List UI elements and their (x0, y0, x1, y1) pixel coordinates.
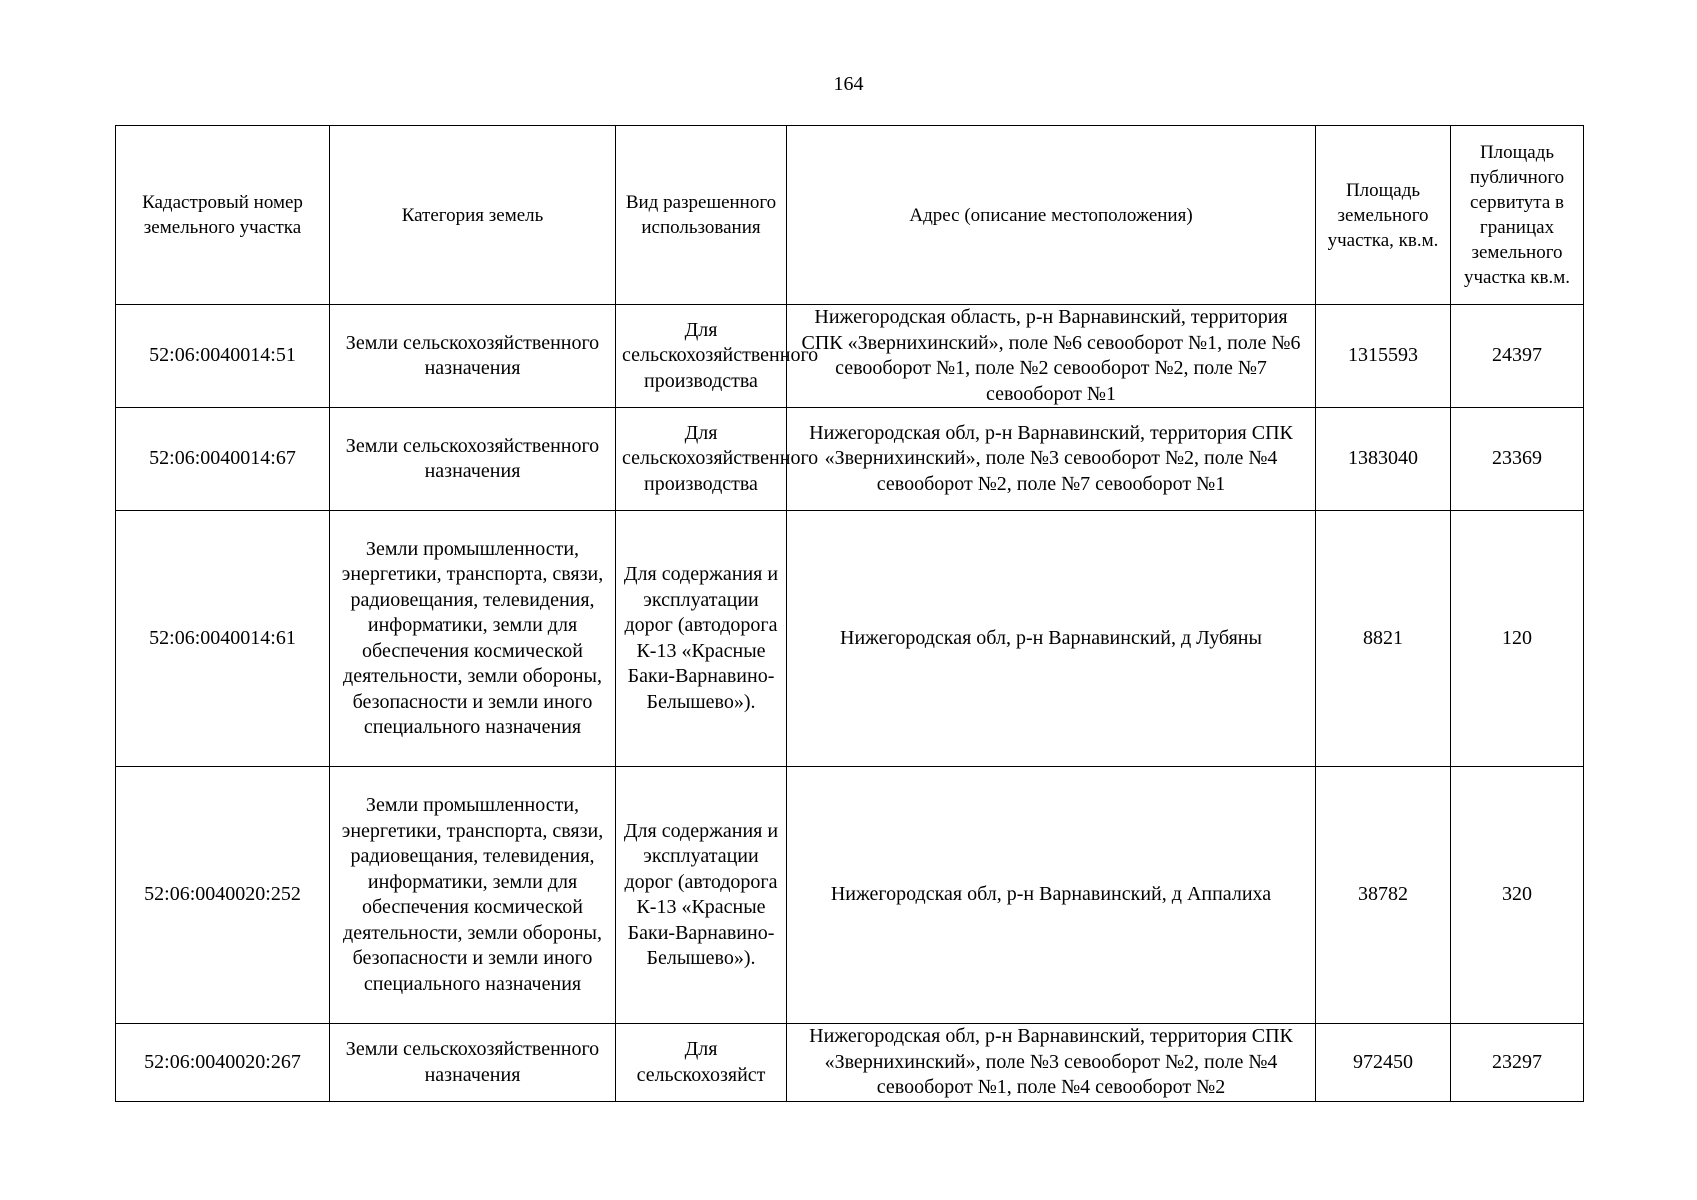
cell-address: Нижегородская обл, р-н Варнавинский, д Лубяны (787, 511, 1316, 767)
cell-cadastral-number: 52:06:0040014:61 (116, 511, 330, 767)
header-parcel-area: Площадь земельного участка, кв.м. (1316, 126, 1451, 305)
cell-land-category: Земли сельскохозяйственного назначения (330, 408, 616, 511)
table-header-row (116, 126, 1584, 305)
cell-permitted-use: Для сельскохозяйственного производства (616, 305, 787, 408)
cell-parcel-area: 8821 (1316, 511, 1451, 767)
cell-permitted-use: Для сельскохозяйственного производства (616, 408, 787, 511)
header-address: Адрес (описание местоположения) (787, 126, 1316, 305)
cell-address: Нижегородская обл, р-н Варнавинский, территория СПК «Звернихинский», поле №3 севооборот №2, поле №4 севооборот №2, поле №7 севооборот №1 (787, 408, 1316, 511)
cell-land-category: Земли сельскохозяйственного назначения (330, 305, 616, 408)
cell-servitude-area: 23369 (1451, 408, 1584, 511)
table-row (116, 767, 1584, 1024)
cell-land-category: Земли промышленности, энергетики, транспорта, связи, радиовещания, телевидения, информатики, земли для обеспечения космической деятельности, земли обороны, безопасности и земли иного специального назначения (330, 767, 616, 1024)
cell-cadastral-number: 52:06:0040014:67 (116, 408, 330, 511)
cell-parcel-area: 1315593 (1316, 305, 1451, 408)
cell-parcel-area: 38782 (1316, 767, 1451, 1024)
cell-address: Нижегородская область, р-н Варнавинский, территория СПК «Звернихинский», поле №6 севооборот №1, поле №6 севооборот №1, поле №2 севооборот №2, поле №7 севооборот №1 (787, 305, 1316, 408)
header-servitude-area: Площадь публичного сервитута в границах земельного участка кв.м. (1451, 126, 1584, 305)
land-parcels-table (115, 125, 1584, 1102)
header-permitted-use: Вид разрешенного использования (616, 126, 787, 305)
cell-address: Нижегородская обл, р-н Варнавинский, д Аппалиха (787, 767, 1316, 1024)
cell-servitude-area: 320 (1451, 767, 1584, 1024)
cell-permitted-use: Для содержания и эксплуатации дорог (автодорога К-13 «Красные Баки-Варнавино-Белышево»). (616, 767, 787, 1024)
cell-parcel-area: 1383040 (1316, 408, 1451, 511)
header-land-category: Категория земель (330, 126, 616, 305)
page-number: 164 (833, 73, 864, 95)
cell-permitted-use: Для сельскохозяйст (616, 1024, 787, 1102)
cell-servitude-area: 23297 (1451, 1024, 1584, 1102)
cell-permitted-use: Для содержания и эксплуатации дорог (автодорога К-13 «Красные Баки-Варнавино-Белышево»). (616, 511, 787, 767)
table-row (116, 408, 1584, 511)
cell-servitude-area: 120 (1451, 511, 1584, 767)
cell-address: Нижегородская обл, р-н Варнавинский, территория СПК «Звернихинский», поле №3 севооборот №2, поле №4 севооборот №1, поле №4 севооборот №2 (787, 1024, 1316, 1102)
cell-cadastral-number: 52:06:0040020:267 (116, 1024, 330, 1102)
table-row (116, 511, 1584, 767)
header-cadastral-number: Кадастровый номер земельного участка (116, 126, 330, 305)
table-row (116, 1024, 1584, 1102)
cell-parcel-area: 972450 (1316, 1024, 1451, 1102)
cell-land-category: Земли сельскохозяйственного назначения (330, 1024, 616, 1102)
cell-servitude-area: 24397 (1451, 305, 1584, 408)
table-row (116, 305, 1584, 408)
cell-land-category: Земли промышленности, энергетики, транспорта, связи, радиовещания, телевидения, информатики, земли для обеспечения космической деятельности, земли обороны, безопасности и земли иного специального назначения (330, 511, 616, 767)
cell-cadastral-number: 52:06:0040014:51 (116, 305, 330, 408)
cell-cadastral-number: 52:06:0040020:252 (116, 767, 330, 1024)
